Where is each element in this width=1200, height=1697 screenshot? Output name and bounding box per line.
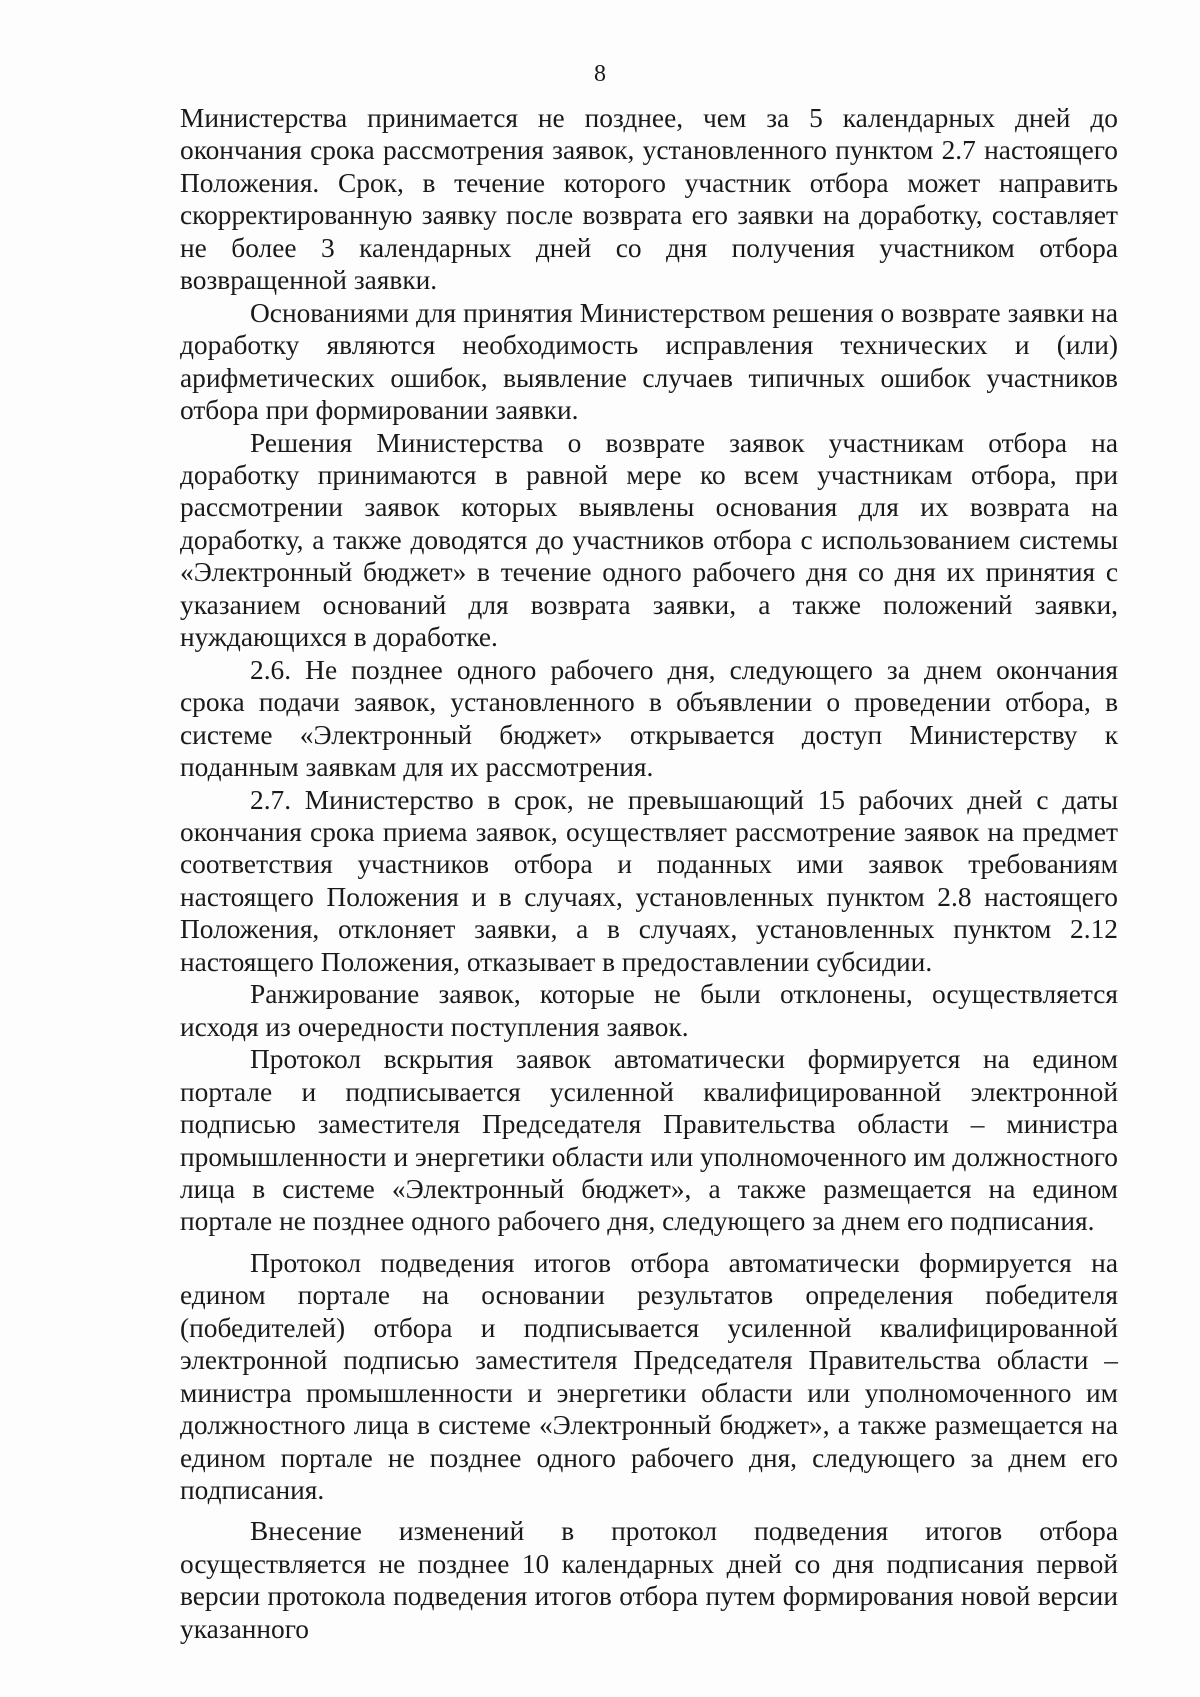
paragraph-clause-2-7: 2.7. Министерство в срок, не превышающий 15 рабочих дней с даты окончания срока приема заявок, осуществляет рассмотрение заявок на предмет соответствия участников отбора и поданных ими заявок требованиям настоящего Положения и в случаях, установленных пунктом 2.8 настоящего Положения, отклоняет заявки, а в случаях, установленных пунктом 2.12 настоящего Положения, отказывает в предоставлении субсидии.: [180, 784, 1118, 977]
paragraph-results-protocol: Протокол подведения итогов отбора автоматически формируется на едином портале на основании результатов определения победителя (победителей) отбора и подписывается усиленной квалифицированной электронной подписью заместителя Председателя Правительства области – министра промышленности и энергетики области или уполномоченного им должностного лица в системе «Электронный бюджет», а также размещается на едином портале не позднее одного рабочего дня, следующего за днем его подписания.: [180, 1247, 1118, 1506]
page-number: 8: [594, 61, 606, 87]
paragraph-ranking: Ранжирование заявок, которые не были отклонены, осуществляется исходя из очередности поступления заявок.: [180, 979, 1118, 1042]
paragraph-protocol-amendments: Внесение изменений в протокол подведения итогов отбора осуществляется не позднее 10 календарных дней со дня подписания первой версии протокола подведения итогов отбора путем формирования новой версии указанного: [180, 1516, 1118, 1644]
paragraph-return-decisions: Решения Министерства о возврате заявок участникам отбора на доработку принимаются в равной мере ко всем участникам отбора, при рассмотрении заявок которых выявлены основания для их возврата на доработку, а также доводятся до участников отбора с использованием системы «Электронный бюджет» в течение одного рабочего дня со дня их принятия с указанием оснований для возврата заявки, а также положений заявки, нуждающихся в доработке.: [180, 427, 1118, 653]
paragraph-return-grounds: Основаниями для принятия Министерством решения о возврате заявки на доработку являются необходимость исправления технических и (или) арифметических ошибок, выявление случаев типичных ошибок участников отбора при формировании заявки.: [180, 297, 1118, 426]
paragraph-continuation: Министерства принимается не позднее, чем за 5 календарных дней до окончания срока рассмотрения заявок, установленного пунктом 2.7 настоящего Положения. Срок, в течение которого участник отбора может направить скорректированную заявку после возврата его заявки на доработку, составляет не более 3 календарных дней со дня получения участником отбора возвращенной заявки.: [180, 103, 1118, 296]
paragraph-clause-2-6: 2.6. Не позднее одного рабочего дня, следующего за днем окончания срока подачи заявок, установленного в объявлении о проведении отбора, в системе «Электронный бюджет» открывается доступ Министерству к поданным заявкам для их рассмотрения.: [180, 654, 1118, 783]
document-body: [180, 102, 1118, 1645]
paragraph-opening-protocol: Протокол вскрытия заявок автоматически формируется на едином портале и подписывается усиленной квалифицированной электронной подписью заместителя Председателя Правительства области – министра промышленности и энергетики области или уполномоченного им должностного лица в системе «Электронный бюджет», а также размещается на едином портале не позднее одного рабочего дня, следующего за днем его подписания.: [180, 1044, 1119, 1237]
